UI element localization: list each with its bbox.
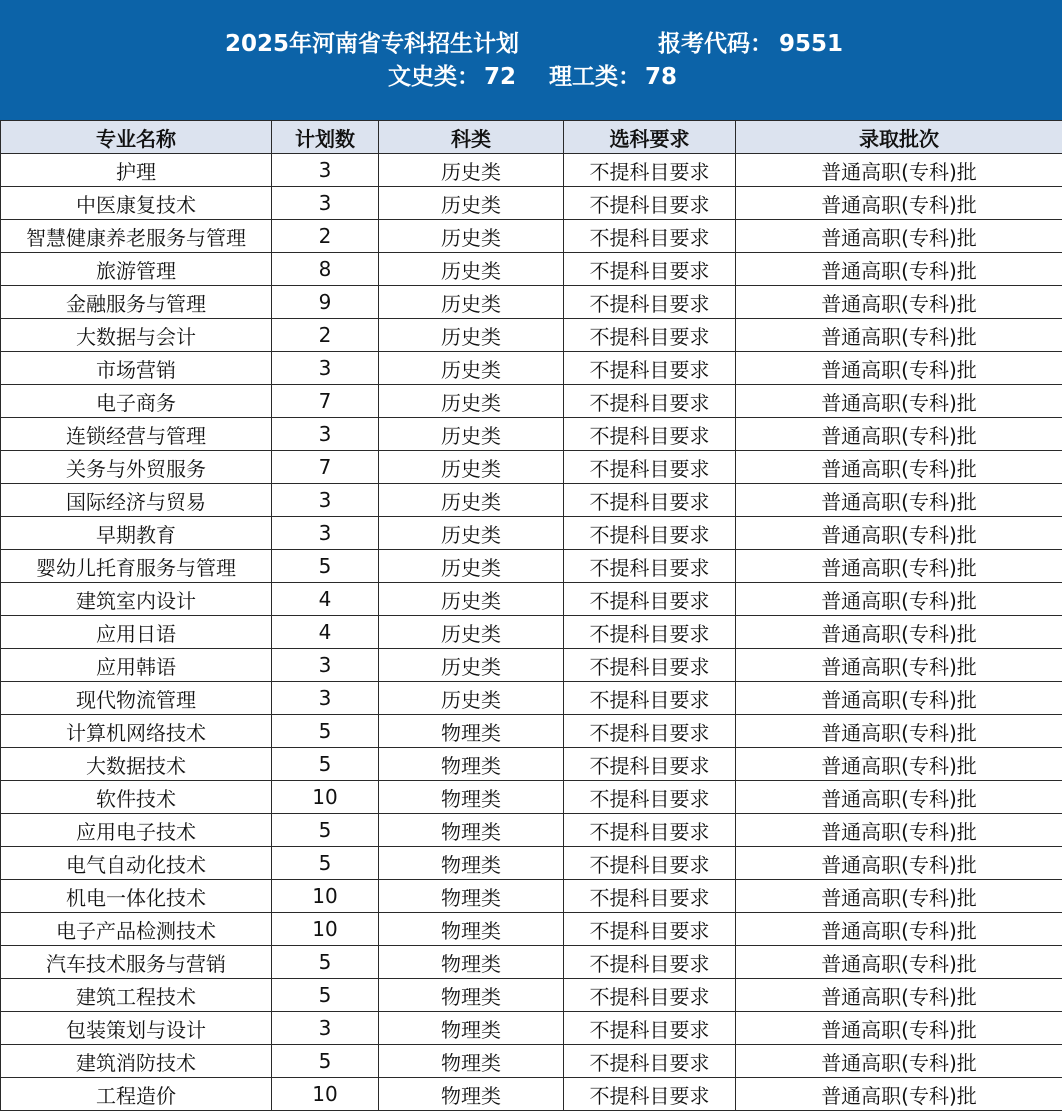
cell-plan-count: 5 [272, 1045, 379, 1078]
cell-plan-count: 3 [272, 352, 379, 385]
cell-major: 包装策划与设计 [1, 1012, 272, 1045]
cell-major: 应用韩语 [1, 649, 272, 682]
cell-subject-category: 物理类 [379, 814, 564, 847]
cell-subject-requirement: 不提科目要求 [564, 1045, 736, 1078]
cell-subject-category: 历史类 [379, 253, 564, 286]
cell-plan-count: 2 [272, 220, 379, 253]
cell-subject-requirement: 不提科目要求 [564, 649, 736, 682]
cell-subject-category: 历史类 [379, 286, 564, 319]
cell-plan-count: 5 [272, 979, 379, 1012]
cell-admission-batch: 普通高职(专科)批 [736, 814, 1062, 847]
cell-major: 机电一体化技术 [1, 880, 272, 913]
cell-subject-requirement: 不提科目要求 [564, 385, 736, 418]
cell-major: 早期教育 [1, 517, 272, 550]
cell-subject-category: 历史类 [379, 154, 564, 187]
cell-major: 电子商务 [1, 385, 272, 418]
cell-subject-requirement: 不提科目要求 [564, 814, 736, 847]
table-row [1, 583, 1062, 616]
table-row [1, 154, 1062, 187]
cell-plan-count: 10 [272, 913, 379, 946]
cell-subject-requirement: 不提科目要求 [564, 187, 736, 220]
column-header-subject-category: 科类 [379, 121, 564, 154]
cell-subject-requirement: 不提科目要求 [564, 550, 736, 583]
cell-major: 金融服务与管理 [1, 286, 272, 319]
cell-major: 市场营销 [1, 352, 272, 385]
cell-admission-batch: 普通高职(专科)批 [736, 517, 1062, 550]
cell-major: 中医康复技术 [1, 187, 272, 220]
cell-plan-count: 3 [272, 682, 379, 715]
cell-plan-count: 3 [272, 418, 379, 451]
cell-admission-batch: 普通高职(专科)批 [736, 1078, 1062, 1111]
cell-subject-requirement: 不提科目要求 [564, 748, 736, 781]
table-row [1, 748, 1062, 781]
cell-plan-count: 5 [272, 946, 379, 979]
cell-major: 关务与外贸服务 [1, 451, 272, 484]
cell-admission-batch: 普通高职(专科)批 [736, 319, 1062, 352]
cell-subject-requirement: 不提科目要求 [564, 352, 736, 385]
table-row [1, 1012, 1062, 1045]
cell-plan-count: 3 [272, 1012, 379, 1045]
cell-subject-category: 物理类 [379, 880, 564, 913]
cell-subject-category: 历史类 [379, 517, 564, 550]
cell-subject-requirement: 不提科目要求 [564, 715, 736, 748]
cell-admission-batch: 普通高职(专科)批 [736, 1045, 1062, 1078]
cell-subject-category: 历史类 [379, 385, 564, 418]
cell-subject-requirement: 不提科目要求 [564, 781, 736, 814]
cell-plan-count: 8 [272, 253, 379, 286]
cell-subject-category: 历史类 [379, 451, 564, 484]
cell-plan-count: 5 [272, 847, 379, 880]
cell-major: 建筑消防技术 [1, 1045, 272, 1078]
cell-plan-count: 3 [272, 484, 379, 517]
cell-admission-batch: 普通高职(专科)批 [736, 616, 1062, 649]
table-row [1, 220, 1062, 253]
cell-admission-batch: 普通高职(专科)批 [736, 781, 1062, 814]
table-row [1, 649, 1062, 682]
cell-admission-batch: 普通高职(专科)批 [736, 550, 1062, 583]
cell-admission-batch: 普通高职(专科)批 [736, 451, 1062, 484]
cell-admission-batch: 普通高职(专科)批 [736, 748, 1062, 781]
cell-major: 计算机网络技术 [1, 715, 272, 748]
table-row [1, 946, 1062, 979]
cell-major: 软件技术 [1, 781, 272, 814]
cell-major: 婴幼儿托育服务与管理 [1, 550, 272, 583]
cell-admission-batch: 普通高职(专科)批 [736, 946, 1062, 979]
table-row [1, 517, 1062, 550]
cell-subject-category: 历史类 [379, 352, 564, 385]
cell-plan-count: 5 [272, 715, 379, 748]
cell-plan-count: 9 [272, 286, 379, 319]
cell-subject-category: 历史类 [379, 682, 564, 715]
cell-admission-batch: 普通高职(专科)批 [736, 583, 1062, 616]
cell-subject-requirement: 不提科目要求 [564, 979, 736, 1012]
cell-major: 建筑工程技术 [1, 979, 272, 1012]
cell-subject-category: 物理类 [379, 781, 564, 814]
cell-admission-batch: 普通高职(专科)批 [736, 385, 1062, 418]
table-row [1, 715, 1062, 748]
cell-major: 连锁经营与管理 [1, 418, 272, 451]
cell-major: 智慧健康养老服务与管理 [1, 220, 272, 253]
table-row [1, 1045, 1062, 1078]
cell-subject-category: 历史类 [379, 484, 564, 517]
science-count-value: 78 [645, 64, 678, 90]
cell-subject-category: 物理类 [379, 847, 564, 880]
cell-admission-batch: 普通高职(专科)批 [736, 484, 1062, 517]
cell-plan-count: 5 [272, 748, 379, 781]
cell-plan-count: 3 [272, 154, 379, 187]
column-header-admission-batch: 录取批次 [736, 121, 1062, 154]
cell-major: 应用日语 [1, 616, 272, 649]
cell-major: 现代物流管理 [1, 682, 272, 715]
cell-admission-batch: 普通高职(专科)批 [736, 352, 1062, 385]
cell-admission-batch: 普通高职(专科)批 [736, 286, 1062, 319]
cell-admission-batch: 普通高职(专科)批 [736, 220, 1062, 253]
cell-subject-requirement: 不提科目要求 [564, 913, 736, 946]
cell-subject-requirement: 不提科目要求 [564, 583, 736, 616]
cell-subject-category: 物理类 [379, 1045, 564, 1078]
table-row [1, 616, 1062, 649]
table-row [1, 781, 1062, 814]
cell-admission-batch: 普通高职(专科)批 [736, 253, 1062, 286]
cell-subject-requirement: 不提科目要求 [564, 418, 736, 451]
table-row [1, 451, 1062, 484]
cell-major: 电子产品检测技术 [1, 913, 272, 946]
cell-subject-requirement: 不提科目要求 [564, 682, 736, 715]
cell-plan-count: 5 [272, 814, 379, 847]
cell-subject-requirement: 不提科目要求 [564, 880, 736, 913]
cell-subject-category: 历史类 [379, 220, 564, 253]
cell-admission-batch: 普通高职(专科)批 [736, 913, 1062, 946]
cell-subject-requirement: 不提科目要求 [564, 451, 736, 484]
cell-major: 国际经济与贸易 [1, 484, 272, 517]
column-header-plan-count: 计划数 [272, 121, 379, 154]
cell-plan-count: 10 [272, 880, 379, 913]
table-row [1, 187, 1062, 220]
table-row [1, 550, 1062, 583]
cell-major: 工程造价 [1, 1078, 272, 1111]
cell-major: 建筑室内设计 [1, 583, 272, 616]
cell-admission-batch: 普通高职(专科)批 [736, 682, 1062, 715]
table-row [1, 880, 1062, 913]
cell-admission-batch: 普通高职(专科)批 [736, 418, 1062, 451]
table-row [1, 1078, 1062, 1111]
cell-subject-category: 历史类 [379, 616, 564, 649]
cell-subject-category: 历史类 [379, 187, 564, 220]
cell-admission-batch: 普通高职(专科)批 [736, 1012, 1062, 1045]
cell-plan-count: 3 [272, 649, 379, 682]
cell-plan-count: 4 [272, 616, 379, 649]
cell-plan-count: 3 [272, 187, 379, 220]
cell-subject-category: 物理类 [379, 913, 564, 946]
cell-major: 大数据技术 [1, 748, 272, 781]
cell-subject-category: 物理类 [379, 715, 564, 748]
cell-subject-requirement: 不提科目要求 [564, 319, 736, 352]
table-row [1, 418, 1062, 451]
cell-major: 汽车技术服务与营销 [1, 946, 272, 979]
cell-admission-batch: 普通高职(专科)批 [736, 715, 1062, 748]
cell-admission-batch: 普通高职(专科)批 [736, 979, 1062, 1012]
title-banner [0, 0, 1062, 120]
cell-admission-batch: 普通高职(专科)批 [736, 649, 1062, 682]
table-row [1, 484, 1062, 517]
cell-plan-count: 7 [272, 451, 379, 484]
plan-title: 2025年河南省专科招生计划 [225, 31, 520, 57]
cell-plan-count: 5 [272, 550, 379, 583]
cell-subject-requirement: 不提科目要求 [564, 484, 736, 517]
liberal-arts-count-value: 72 [484, 64, 517, 90]
table-row [1, 682, 1062, 715]
table-row [1, 847, 1062, 880]
cell-subject-category: 物理类 [379, 748, 564, 781]
exam-code-value: 9551 [779, 31, 844, 57]
cell-subject-requirement: 不提科目要求 [564, 220, 736, 253]
table-row [1, 286, 1062, 319]
liberal-arts-count-label: 文史类： [388, 64, 480, 90]
cell-admission-batch: 普通高职(专科)批 [736, 187, 1062, 220]
cell-subject-requirement: 不提科目要求 [564, 847, 736, 880]
cell-admission-batch: 普通高职(专科)批 [736, 847, 1062, 880]
cell-plan-count: 3 [272, 517, 379, 550]
table-row [1, 319, 1062, 352]
table-row [1, 814, 1062, 847]
cell-major: 应用电子技术 [1, 814, 272, 847]
table-row [1, 253, 1062, 286]
cell-subject-category: 历史类 [379, 583, 564, 616]
cell-plan-count: 2 [272, 319, 379, 352]
cell-subject-requirement: 不提科目要求 [564, 1012, 736, 1045]
column-header-subject-requirement: 选科要求 [564, 121, 736, 154]
enrollment-plan-table [0, 120, 1062, 1111]
cell-subject-requirement: 不提科目要求 [564, 1078, 736, 1111]
cell-subject-category: 物理类 [379, 979, 564, 1012]
table-row [1, 385, 1062, 418]
cell-subject-requirement: 不提科目要求 [564, 286, 736, 319]
table-row [1, 913, 1062, 946]
cell-major: 护理 [1, 154, 272, 187]
cell-subject-category: 历史类 [379, 418, 564, 451]
column-header-major: 专业名称 [1, 121, 272, 154]
cell-admission-batch: 普通高职(专科)批 [736, 154, 1062, 187]
table-header-row [1, 121, 1062, 154]
table-row [1, 352, 1062, 385]
cell-subject-category: 历史类 [379, 550, 564, 583]
exam-code-label: 报考代码： [658, 31, 773, 57]
cell-subject-category: 物理类 [379, 946, 564, 979]
table-body [1, 154, 1062, 1111]
cell-subject-requirement: 不提科目要求 [564, 253, 736, 286]
cell-subject-category: 物理类 [379, 1078, 564, 1111]
cell-subject-category: 物理类 [379, 1012, 564, 1045]
cell-subject-category: 历史类 [379, 649, 564, 682]
science-count-label: 理工类： [549, 64, 641, 90]
cell-plan-count: 10 [272, 781, 379, 814]
cell-admission-batch: 普通高职(专科)批 [736, 880, 1062, 913]
cell-subject-requirement: 不提科目要求 [564, 154, 736, 187]
cell-plan-count: 10 [272, 1078, 379, 1111]
cell-major: 大数据与会计 [1, 319, 272, 352]
cell-major: 旅游管理 [1, 253, 272, 286]
cell-subject-requirement: 不提科目要求 [564, 517, 736, 550]
cell-plan-count: 4 [272, 583, 379, 616]
cell-major: 电气自动化技术 [1, 847, 272, 880]
cell-subject-requirement: 不提科目要求 [564, 946, 736, 979]
table-row [1, 979, 1062, 1012]
cell-subject-requirement: 不提科目要求 [564, 616, 736, 649]
cell-plan-count: 7 [272, 385, 379, 418]
cell-subject-category: 历史类 [379, 319, 564, 352]
